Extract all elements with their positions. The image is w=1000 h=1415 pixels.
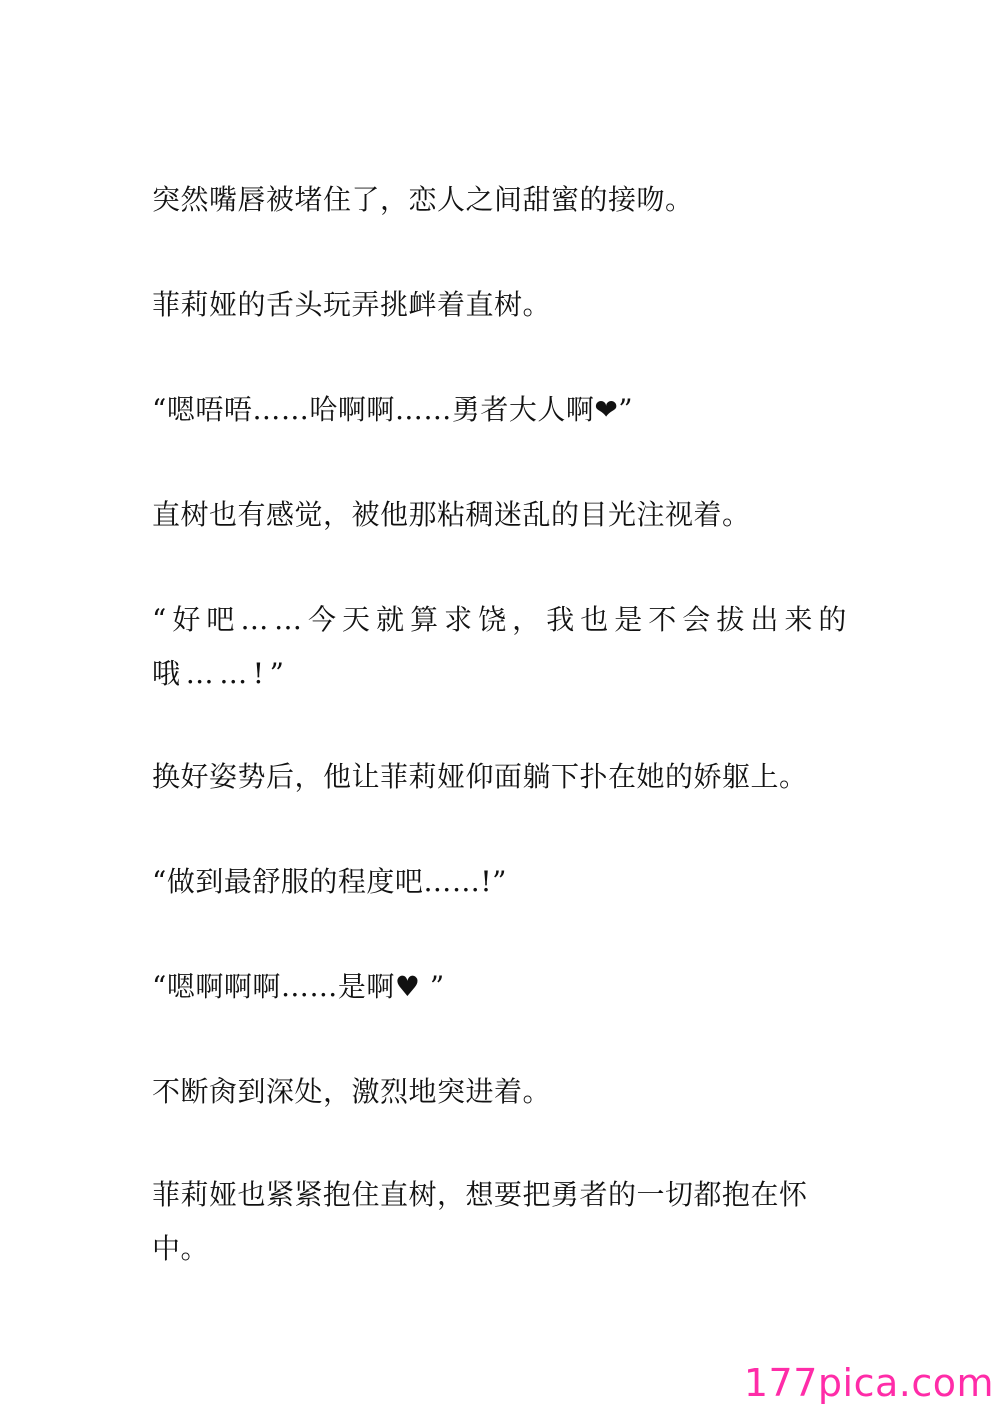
site-watermark: 177pica.com: [743, 1361, 994, 1405]
paragraph-10: 菲莉娅也紧紧抱住直树，想要把勇者的一切都抱在怀中。: [152, 1178, 808, 1265]
paragraph-1: 突然嘴唇被堵住了，恋人之间甜蜜的接吻。: [152, 183, 694, 216]
paragraph-7: “做到最舒服的程度吧……!”: [152, 865, 507, 898]
paragraph-2: 菲莉娅的舌头玩弄挑衅着直树。: [152, 288, 552, 321]
paragraph-8: “嗯啊啊啊……是啊♥ ”: [152, 970, 445, 1003]
paragraph-9: 不断肏到深处，激烈地突进着。: [152, 1075, 552, 1108]
paragraph-5: “好吧……今天就算求饶，我也是不会拔出来的哦……!”: [152, 603, 852, 690]
paragraph-4: 直树也有感觉，被他那粘稠迷乱的目光注视着。: [152, 498, 751, 531]
paragraph-6: 换好姿势后，他让菲莉娅仰面躺下扑在她的娇躯上。: [152, 760, 808, 793]
paragraph-3: “嗯唔唔……哈啊啊……勇者大人啊❤”: [152, 393, 634, 426]
